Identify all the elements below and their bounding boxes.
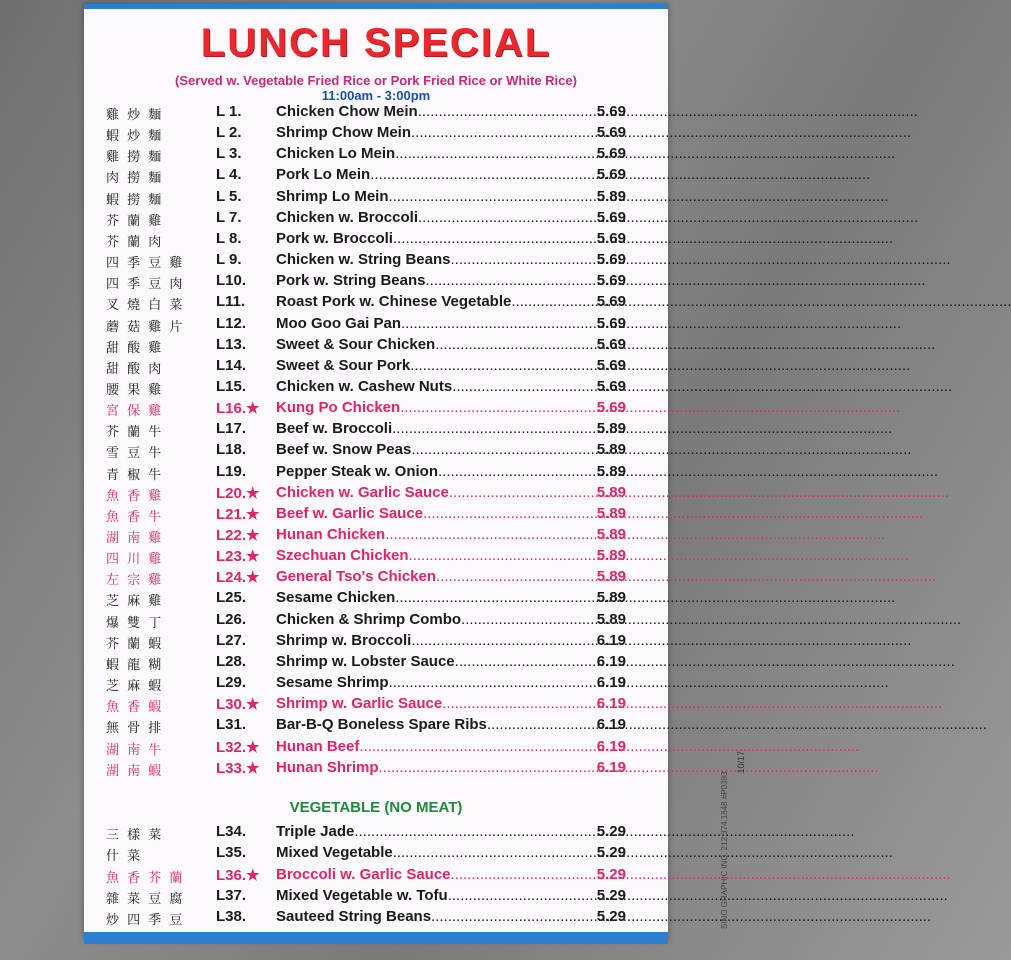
- menu-item-code: L38.: [216, 908, 247, 926]
- menu-item-code: L30.★: [216, 696, 260, 714]
- menu-item-price: 5.89: [596, 187, 626, 205]
- menu-item-name: Beef w. Broccoli .....: [276, 420, 576, 437]
- menu-item-price: 5.69: [596, 293, 626, 311]
- menu-item-code: L18.: [216, 441, 247, 459]
- menu-item-row: [106, 441, 626, 461]
- menu-item-price: 5.29: [596, 844, 626, 862]
- menu-item-price: 5.89: [596, 483, 626, 501]
- menu-item-name: Chicken w. Garlic Sauce .....: [276, 484, 576, 501]
- menu-item-chinese-name: 蘑 菇 雞 片: [106, 319, 185, 335]
- menu-item-price: 5.29: [596, 886, 626, 904]
- menu-item-code: L37.: [216, 886, 247, 904]
- menu-item-code: L32.★: [216, 738, 260, 756]
- menu-item-row: [106, 230, 626, 250]
- menu-item-code: L20.★: [216, 484, 260, 502]
- menu-item-price: 5.29: [596, 908, 626, 926]
- menu-item-row: [106, 251, 626, 271]
- menu-item-chinese-name: 炒 四 季 豆: [106, 913, 185, 929]
- menu-item-name: Mixed Vegetable w. Tofu .....: [276, 887, 576, 904]
- menu-item-chinese-name: 雞 炒 麵: [106, 108, 164, 123]
- menu-item-row: [106, 399, 626, 419]
- menu-item-name: Chicken w. String Beans .....: [276, 251, 576, 268]
- menu-item-name: Shrimp w. Lobster Sauce .....: [276, 653, 576, 670]
- menu-item-chinese-name: 四 川 雞: [106, 552, 164, 568]
- menu-item-row: [106, 568, 626, 588]
- menu-item-name: Chicken w. Broccoli .....: [276, 209, 576, 226]
- menu-item-price: 5.69: [596, 103, 626, 120]
- menu-item-row: [106, 887, 626, 907]
- menu-item-name: Pork Lo Mein .....: [276, 166, 576, 183]
- menu-item-name: Pork w. String Beans .....: [276, 272, 576, 289]
- menu-item-name: Sesame Chicken .....: [276, 589, 576, 606]
- menu-item-row: [106, 547, 626, 567]
- menu-item-name: Shrimp w. Broccoli .....: [276, 632, 576, 649]
- menu-item-code: L26.: [216, 610, 247, 628]
- menu-item-chinese-name: 雞 撈 麵: [106, 150, 164, 166]
- menu-item-chinese-name: 甜 酸 雞: [106, 340, 164, 356]
- menu-item-row: [106, 272, 626, 292]
- menu-item-row: [106, 420, 626, 440]
- menu-item-price: 5.69: [596, 377, 626, 395]
- menu-item-chinese-name: 什 菜: [106, 849, 143, 865]
- menu-item-price: 6.19: [596, 695, 626, 713]
- menu-item-code: L24.★: [216, 569, 260, 587]
- menu-item-name: Shrimp w. Garlic Sauce .....: [276, 695, 576, 712]
- menu-title: LUNCH SPECIAL: [200, 21, 552, 65]
- menu-item-name: Hunan Shrimp .....: [276, 759, 576, 776]
- menu-item-name: Hunan Chicken .....: [276, 526, 576, 543]
- menu-item-chinese-name: 青 椒 牛: [106, 467, 164, 483]
- menu-item-code: L 3.: [216, 145, 242, 163]
- menu-item-chinese-name: 雜 菜 豆 腐: [106, 891, 185, 907]
- menu-item-chinese-name: 蝦 炒 麵: [106, 129, 164, 145]
- menu-item-code: L 2.: [216, 124, 242, 142]
- menu-item-code: L14.: [216, 356, 247, 374]
- menu-item-name: Roast Pork w. Chinese Vegetable .....: [276, 293, 576, 310]
- menu-item-chinese-name: 宮 保 雞: [106, 404, 164, 420]
- menu-item-name: Sesame Shrimp .....: [276, 674, 576, 691]
- menu-item-chinese-name: 芥 蘭 雞: [106, 213, 164, 229]
- menu-item-code: L28.: [216, 652, 247, 670]
- menu-item-code: L 9.: [216, 251, 242, 269]
- menu-item-name: Szechuan Chicken .....: [276, 547, 576, 564]
- menu-item-chinese-name: 湖 南 蝦: [106, 763, 164, 779]
- menu-item-name: Sweet & Sour Pork .....: [276, 357, 576, 374]
- menu-item-row: [106, 866, 626, 886]
- menu-item-row: [106, 611, 626, 631]
- menu-item-chinese-name: 三 樣 菜: [106, 828, 164, 843]
- menu-item-chinese-name: 蝦 撈 麵: [106, 192, 164, 208]
- menu-item-row: [106, 293, 626, 313]
- menu-item-price: 5.89: [596, 547, 626, 565]
- menu-item-name: Broccoli w. Garlic Sauce .....: [276, 866, 576, 883]
- menu-item-chinese-name: 四 季 豆 肉: [106, 277, 185, 293]
- menu-item-row: [106, 716, 626, 736]
- menu-item-price: 5.89: [596, 504, 626, 522]
- printer-code: SINO GRAPHIC INC. 212.374.1848 #P0393: [720, 771, 729, 929]
- menu-item-name: Chicken Lo Mein .....: [276, 145, 576, 162]
- menu-item-name: Chicken Chow Mein .....: [276, 103, 576, 120]
- menu-item-row: [106, 738, 626, 758]
- menu-paper: [84, 4, 746, 940]
- menu-item-price: 5.29: [596, 823, 626, 840]
- menu-item-row: [106, 188, 626, 208]
- menu-item-row: [106, 463, 626, 483]
- paper-bottom-border: [84, 932, 668, 944]
- menu-item-chinese-name: 芝 麻 蝦: [106, 679, 164, 695]
- menu-item-chinese-name: 湖 南 雞: [106, 531, 164, 546]
- menu-item-name: Shrimp Chow Mein .....: [276, 124, 576, 141]
- menu-item-chinese-name: 湖 南 牛: [106, 742, 164, 758]
- menu-item-code: L35.: [216, 844, 247, 862]
- menu-item-row: [106, 844, 626, 864]
- menu-item-price: 5.89: [596, 462, 626, 480]
- menu-item-name: Beef w. Garlic Sauce .....: [276, 505, 576, 522]
- menu-item-code: L12.: [216, 314, 247, 332]
- menu-item-chinese-name: 魚 香 雞: [106, 488, 164, 504]
- menu-item-code: L 7.: [216, 208, 242, 226]
- print-date: 10/17: [736, 751, 746, 774]
- menu-item-code: L 8.: [216, 229, 242, 247]
- menu-item-price: 5.29: [596, 865, 626, 883]
- menu-item-row: [106, 653, 626, 673]
- menu-item-code: L10.: [216, 272, 247, 290]
- vegetable-section-title: VEGETABLE (NO MEAT): [289, 799, 463, 816]
- menu-item-row: [106, 209, 626, 229]
- menu-item-price: 5.69: [596, 208, 626, 226]
- menu-item-chinese-name: 芥 蘭 肉: [106, 234, 164, 250]
- menu-item-price: 6.19: [596, 758, 626, 776]
- lunch-hours: 11:00am - 3:00pm: [321, 88, 431, 103]
- menu-item-price: 6.19: [596, 631, 626, 649]
- menu-item-chinese-name: 魚 香 牛: [106, 509, 164, 525]
- menu-item-name: Sauteed String Beans .....: [276, 908, 576, 925]
- menu-item-code: L23.★: [216, 548, 260, 566]
- menu-item-price: 5.69: [596, 314, 626, 332]
- menu-item-chinese-name: 芥 蘭 蝦: [106, 636, 164, 652]
- menu-item-code: L34.: [216, 823, 247, 840]
- menu-item-code: L27.: [216, 631, 247, 649]
- menu-item-chinese-name: 芥 蘭 牛: [106, 425, 164, 441]
- menu-item-code: L36.★: [216, 866, 260, 884]
- menu-item-chinese-name: 叉 燒 白 菜: [106, 298, 185, 314]
- menu-item-code: L13.: [216, 335, 247, 353]
- menu-item-price: 5.69: [596, 399, 626, 417]
- menu-item-code: L 5.: [216, 187, 242, 205]
- menu-item-price: 6.19: [596, 674, 626, 692]
- menu-item-name: Pork w. Broccoli .....: [276, 230, 576, 247]
- menu-item-chinese-name: 甜 酸 肉: [106, 361, 164, 377]
- menu-item-price: 5.89: [596, 526, 626, 543]
- menu-item-name: Mixed Vegetable .....: [276, 844, 576, 861]
- menu-item-code: L17.: [216, 420, 247, 438]
- menu-item-row: [106, 908, 626, 928]
- menu-item-row: [106, 315, 626, 335]
- menu-item-name: Hunan Beef .....: [276, 738, 576, 755]
- menu-item-chinese-name: 蝦 龍 糊: [106, 657, 164, 673]
- menu-item-chinese-name: 雪 豆 牛: [106, 446, 164, 462]
- menu-item-row: [106, 103, 626, 123]
- menu-item-price: 5.69: [596, 335, 626, 353]
- menu-item-name: Chicken & Shrimp Combo .....: [276, 611, 576, 628]
- menu-item-code: L25.: [216, 589, 247, 607]
- menu-item-code: L11.: [216, 293, 246, 311]
- menu-item-name: General Tso's Chicken .....: [276, 568, 576, 585]
- menu-item-code: L19.: [216, 462, 247, 480]
- menu-item-price: 5.69: [596, 145, 626, 163]
- menu-item-row: [106, 589, 626, 609]
- menu-item-name: Kung Po Chicken .....: [276, 399, 576, 416]
- menu-item-name: Shrimp Lo Mein .....: [276, 188, 576, 205]
- menu-item-price: 5.69: [596, 124, 626, 142]
- menu-item-name: Chicken w. Cashew Nuts .....: [276, 378, 576, 395]
- menu-item-row: [106, 823, 626, 843]
- menu-item-name: Triple Jade .....: [276, 823, 576, 840]
- menu-item-chinese-name: 腰 果 雞: [106, 382, 164, 398]
- menu-item-chinese-name: 左 宗 雞: [106, 573, 164, 589]
- menu-item-code: L21.★: [216, 505, 260, 523]
- menu-item-row: [106, 124, 626, 144]
- menu-item-chinese-name: 四 季 豆 雞: [106, 256, 185, 272]
- menu-item-chinese-name: 芝 麻 雞: [106, 594, 164, 610]
- menu-item-code: L29.: [216, 674, 247, 692]
- menu-item-price: 5.89: [596, 589, 626, 607]
- menu-item-price: 5.69: [596, 229, 626, 247]
- menu-item-row: [106, 674, 626, 694]
- menu-item-code: L15.: [216, 377, 247, 395]
- menu-item-price: 5.69: [596, 251, 626, 269]
- menu-item-price: 5.89: [596, 568, 626, 586]
- menu-item-price: 5.89: [596, 420, 626, 438]
- menu-item-price: 5.69: [596, 166, 626, 184]
- menu-item-price: 5.89: [596, 610, 626, 628]
- menu-item-name: Moo Goo Gai Pan .....: [276, 315, 576, 332]
- menu-item-name: Sweet & Sour Chicken .....: [276, 336, 576, 353]
- menu-item-price: 5.89: [596, 441, 626, 459]
- menu-item-row: [106, 505, 626, 525]
- menu-item-price: 5.69: [596, 272, 626, 290]
- menu-item-row: [106, 759, 626, 779]
- menu-item-price: 5.69: [596, 356, 626, 374]
- menu-item-row: [106, 632, 626, 652]
- menu-item-code: L 1.: [216, 103, 242, 120]
- menu-item-row: [106, 378, 626, 398]
- menu-item-row: [106, 166, 626, 186]
- menu-item-row: [106, 336, 626, 356]
- menu-item-code: L16.★: [216, 400, 260, 418]
- menu-item-code: L31.: [216, 716, 247, 734]
- menu-item-price: 6.19: [596, 652, 626, 670]
- menu-item-row: [106, 357, 626, 377]
- menu-item-row: [106, 695, 626, 715]
- menu-item-row: [106, 526, 626, 546]
- menu-item-price: 6.19: [596, 737, 626, 755]
- menu-item-name: Bar-B-Q Boneless Spare Ribs .....: [276, 716, 576, 733]
- menu-item-price: 6.19: [596, 716, 626, 734]
- menu-subtitle: (Served w. Vegetable Fried Rice or Pork Fried Rice or White Rice): [175, 73, 577, 88]
- menu-item-chinese-name: 魚 香 蝦: [106, 700, 164, 716]
- menu-item-chinese-name: 爆 雙 丁: [106, 615, 164, 631]
- menu-item-name: Pepper Steak w. Onion .....: [276, 463, 576, 480]
- menu-item-row: [106, 484, 626, 504]
- menu-item-code: L33.★: [216, 759, 260, 777]
- menu-item-code: L22.★: [216, 527, 260, 544]
- menu-item-code: L 4.: [216, 166, 242, 184]
- menu-item-row: [106, 145, 626, 165]
- menu-item-chinese-name: 肉 撈 麵: [106, 171, 164, 187]
- menu-item-name: Beef w. Snow Peas .....: [276, 441, 576, 458]
- menu-item-chinese-name: 無 骨 排: [106, 721, 164, 737]
- menu-item-chinese-name: 魚 香 芥 蘭: [106, 870, 185, 886]
